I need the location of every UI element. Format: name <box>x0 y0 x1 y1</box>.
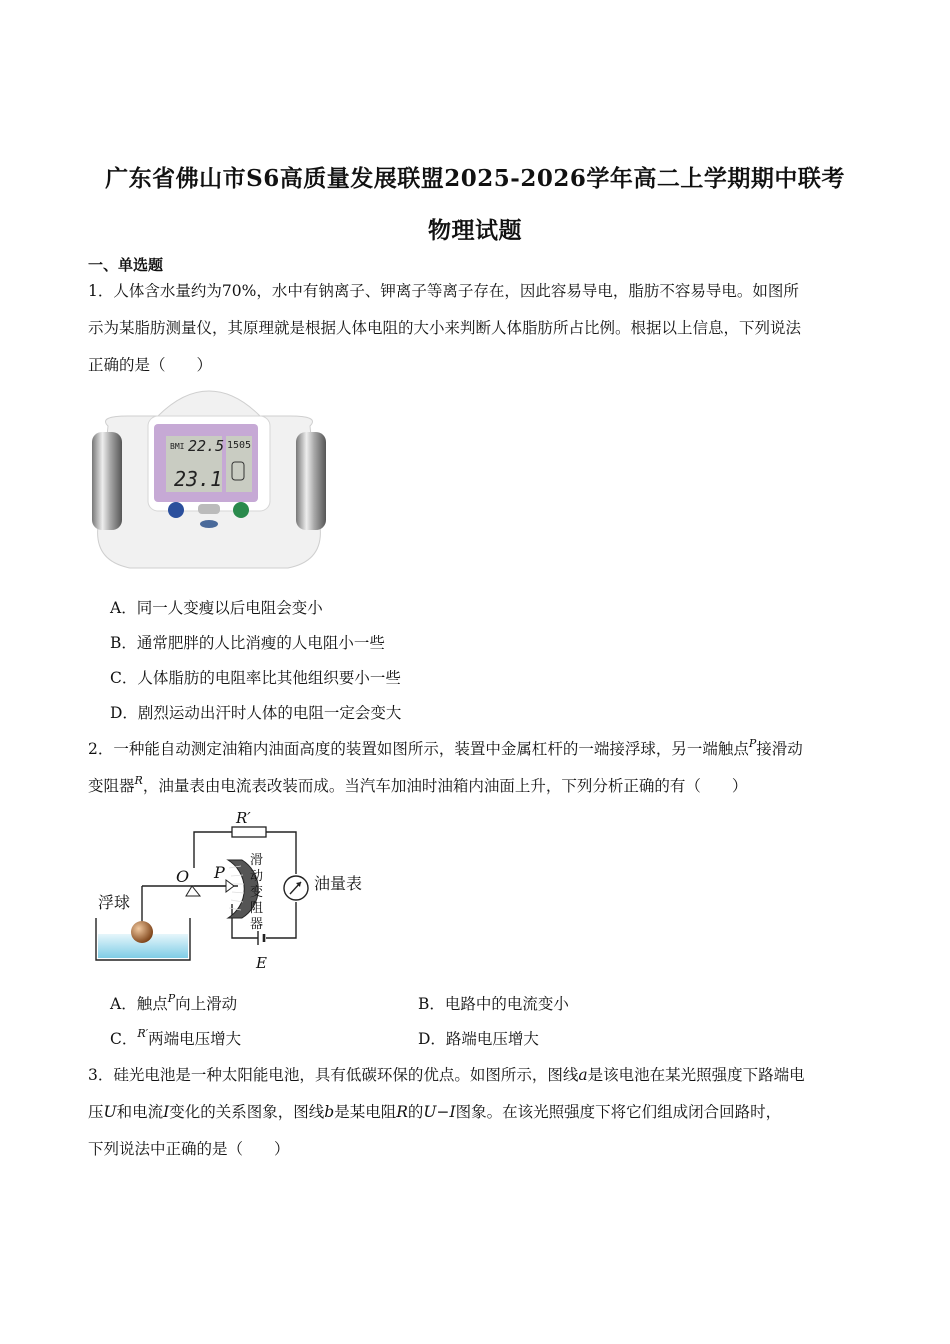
svg-text:变: 变 <box>250 885 264 900</box>
q2-option-d[interactable]: D．路端电压增大 <box>418 1030 539 1048</box>
svg-text:阻: 阻 <box>250 901 264 916</box>
svg-text:R′: R′ <box>236 809 251 827</box>
svg-text:浮球: 浮球 <box>98 893 131 912</box>
q2-text-line2: 变阻器$^R$，油量表由电流表改装而成。当汽车加油时油箱内油面上升，下列分析正确的有（ ） <box>88 774 748 795</box>
q1-text-line1: 1．人体含水量约为70%，水中有钠离子、钾离子等离子存在，因此容易导电，脂肪不容易导电。如图所 <box>88 282 799 300</box>
float-ball-icon <box>131 921 153 943</box>
q2-option-a[interactable]: A．触点$^P$向上滑动 <box>110 992 238 1013</box>
svg-text:22.5: 22.5 <box>188 437 225 455</box>
r-prime-label <box>235 809 251 827</box>
lcd-top-right-value <box>227 440 251 451</box>
q1-option-c[interactable]: C．人体脂肪的电阻率比其他组织要小一些 <box>110 669 401 687</box>
oil-gauge-circuit-diagram <box>88 806 388 976</box>
oil-gauge-label <box>314 874 362 893</box>
svg-text:滑: 滑 <box>250 853 264 868</box>
bottom-button-icon <box>200 520 218 528</box>
e-label <box>255 954 267 972</box>
q1-option-d[interactable]: D．剧烈运动出汗时人体的电阻一定会变大 <box>110 704 402 722</box>
blue-button-icon <box>168 502 184 518</box>
svg-text:1505: 1505 <box>227 440 252 451</box>
q2-text-line1: 2．一种能自动测定油箱内油面高度的装置如图所示，装置中金属杠杆的一端接浮球，另一端触点$^P$接滑动 <box>88 737 803 758</box>
body-fat-meter-image <box>88 386 330 576</box>
q1-text-line2: 示为某脂肪测量仪，其原理就是根据人体电阻的大小来判断人体脂肪所占比例。根据以上信息，下列说法 <box>88 319 802 337</box>
q2-option-c[interactable]: C．$^{R'}$两端电压增大 <box>110 1027 242 1048</box>
document-title-line1: 广东省佛山市S6高质量发展联盟2025-2026学年高二上学期期中联考 <box>105 165 845 192</box>
svg-text:油量表: 油量表 <box>314 874 363 893</box>
q3-text-line2: 压U和电流I变化的关系图象，图线b是某电阻R的U−I图象。在该光照强度下将它们组成闭合回路时， <box>88 1103 782 1121</box>
svg-text:BMI: BMI <box>170 442 185 451</box>
q1-text-line3: 正确的是（ ） <box>88 356 213 374</box>
p-label <box>213 863 225 882</box>
rheostat-label <box>250 853 263 932</box>
lcd-main-value <box>174 467 222 491</box>
q1-option-a[interactable]: A．同一人变瘦以后电阻会变小 <box>110 599 323 617</box>
svg-text:E: E <box>256 954 267 972</box>
svg-text:O: O <box>176 867 190 886</box>
q3-text-line3: 下列说法中正确的是（ ） <box>88 1140 290 1158</box>
svg-text:器: 器 <box>250 917 264 932</box>
q2-option-b[interactable]: B．电路中的电流变小 <box>418 995 569 1013</box>
lcd-bmi-value <box>188 437 224 455</box>
lcd-bmi-label <box>170 442 185 451</box>
q1-option-b[interactable]: B．通常肥胖的人比消瘦的人电阻小一些 <box>110 634 385 652</box>
float-label <box>98 893 130 912</box>
svg-text:P: P <box>214 863 225 882</box>
o-label <box>176 867 189 886</box>
document-title-line2: 物理试题 <box>428 217 522 244</box>
section-heading: 一、单选题 <box>88 256 164 274</box>
svg-text:23.1: 23.1 <box>174 467 223 491</box>
q3-text-line1: 3．硅光电池是一种太阳能电池，具有低碳环保的优点。如图所示，图线a是该电池在某光照强度下路端电 <box>88 1066 805 1084</box>
svg-text:动: 动 <box>250 869 264 884</box>
green-button-icon <box>233 502 249 518</box>
center-button-icon <box>198 504 220 514</box>
